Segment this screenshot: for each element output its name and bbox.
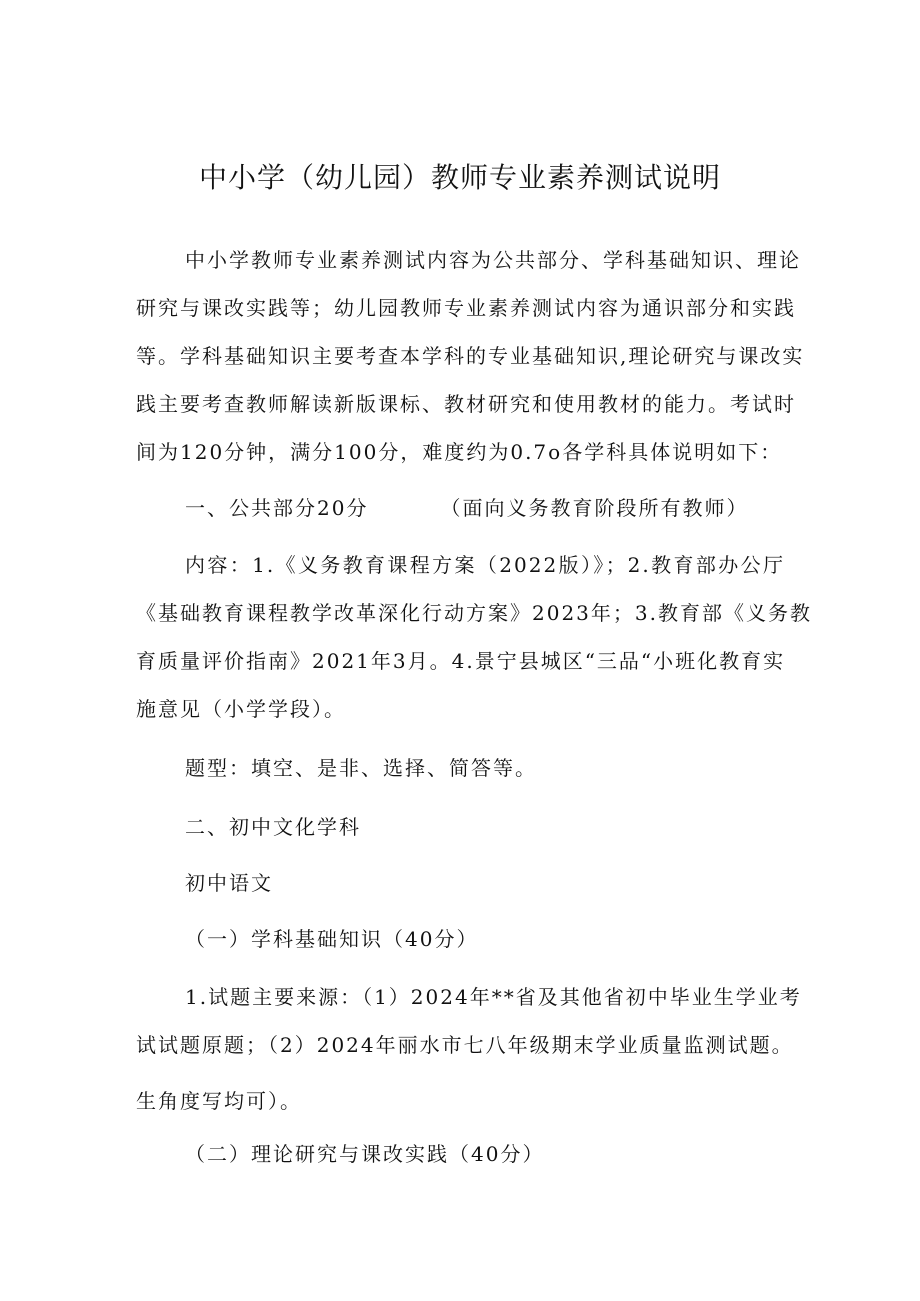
section-1-note: （面向义务教育阶段所有教师） [440,496,749,520]
content-line-1: 内容：1.《义务教育课程方案（2022版）》；2.教育部办公厅 [185,553,785,577]
intro-line-2: 研究与课改实践等；幼儿园教师专业素养测试内容为通识部分和实践 [136,296,796,320]
sources-line-1: 1.试题主要来源：（1）2024年**省及其他省初中毕业生学业考 [185,985,802,1009]
part-1-heading: （一）学科基础知识（40分） [185,927,479,951]
part-2-heading: （二）理论研究与课改实践（40分） [185,1142,545,1166]
sources-line-3: 生角度写均可）。 [136,1089,302,1113]
intro-line-1: 中小学教师专业素养测试内容为公共部分、学科基础知识、理论 [185,248,801,272]
section-2-heading: 二、初中文化学科 [185,815,361,839]
section-1-heading: 一、公共部分20分 [185,496,369,520]
content-line-3: 育质量评价指南》2021年3月。4.景宁县城区“三品“小班化教育实 [136,649,786,673]
content-line-2: 《基础教育课程教学改革深化行动方案》2023年；3.教育部《义务教 [136,601,812,625]
subject-title: 初中语文 [185,871,273,895]
intro-line-4: 践主要考查教师解读新版课标、教材研究和使用教材的能力。考试时 [136,392,796,416]
sources-line-2: 试试题原题；（2）2024年丽水市七八年级期末学业质量监测试题。 [136,1033,794,1057]
section-1-heading-line [185,493,748,523]
intro-line-3: 等。学科基础知识主要考查本学科的专业基础知识,理论研究与课改实 [136,344,805,368]
intro-line-5: 间为120分钟，满分100分，难度约为0.7o各学科具体说明如下： [136,440,783,464]
document-title: 中小学（幼儿园）教师专业素养测试说明 [198,161,721,194]
content-line-4: 施意见（小学学段）。 [136,697,346,721]
question-types: 题型：填空、是非、选择、简答等。 [185,756,537,780]
